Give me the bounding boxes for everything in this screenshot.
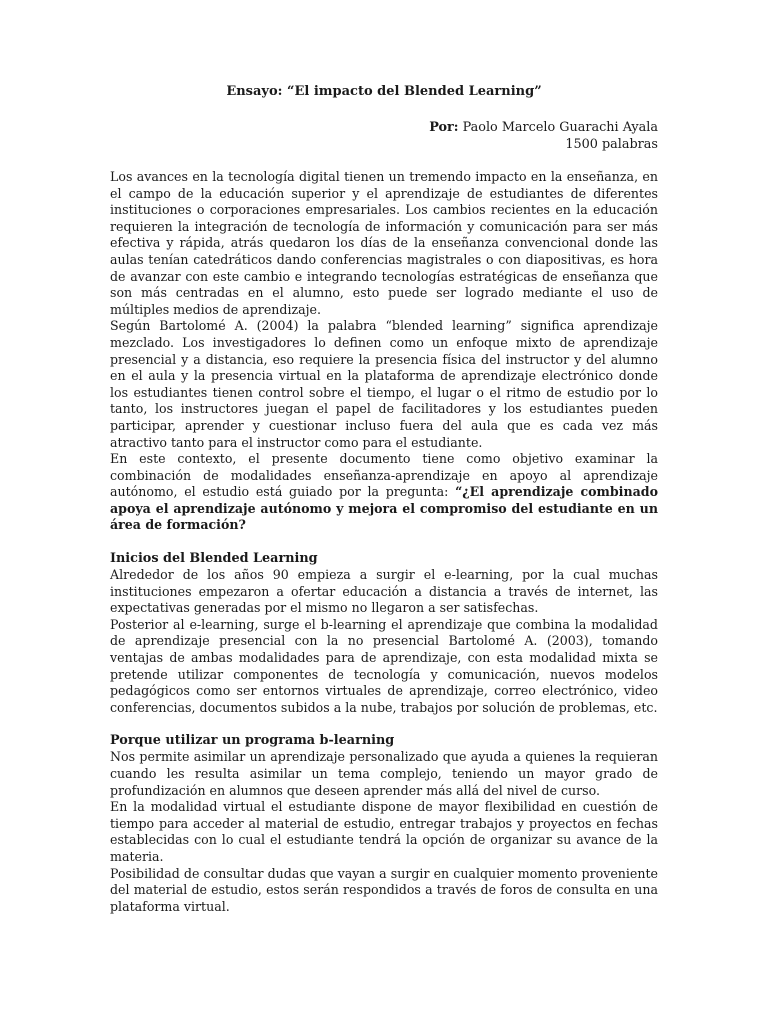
essay-body	[110, 169, 658, 915]
inicios-paragraph-2: Posterior al e-learning, surge el b-learning el aprendizaje que combina la modalidad de aprendizaje presencial con la no presencial Bartolomé A. (2003), tomando ventajas de ambas modalidades para de aprendizaje, con esta modalidad mixta se pretende utilizar componentes de tecnología y comunicación, nuevos modelos pedagógicos como ser entornos virtuales de aprendizaje, correo electrónico, video conferencias, documentos subidos a la nube, trabajos por solución de problemas, etc.	[110, 616, 658, 715]
author-label: Por:	[429, 120, 459, 135]
author-line	[429, 119, 658, 136]
section-heading-porque: Porque utilizar un programa b-learning	[110, 733, 395, 749]
porque-paragraph-1: Nos permite asimilar un aprendizaje personalizado que ayuda a quienes la requieran cuando les resulta asimilar un tema complejo, teniendo un mayor grado de profundización en alumnos que deseen aprender más allá del nivel de curso.	[110, 749, 658, 798]
section-heading-inicios: Inicios del Blended Learning	[110, 551, 318, 567]
intro-paragraph-3	[110, 451, 658, 534]
author-block	[429, 119, 658, 153]
porque-paragraph-2: En la modalidad virtual el estudiante dispone de mayor flexibilidad en cuestión de tiempo para acceder al material de estudio, entregar trabajos y proyectos en fechas establecidas con lo cual el estudiante tendrá la opción de organizar su avance de la materia.	[110, 799, 658, 864]
porque-paragraph-3: Posibilidad de consultar dudas que vayan a surgir en cualquier momento proveniente del material de estudio, estos serán respondidos a través de foros de consulta en una plataforma virtual.	[110, 865, 658, 914]
inicios-paragraph-1: Alrededor de los años 90 empieza a surgir el e-learning, por la cual muchas instituciones empezaron a ofertar educación a distancia a través de internet, las expectativas generadas por el mismo no llegaron a ser satisfechas.	[110, 567, 658, 616]
intro-paragraph-2: Según Bartolomé A. (2004) la palabra “blended learning” significa aprendizaje mezclado. Los investigadores lo definen como un enfoque mixto de aprendizaje presencial y a distancia, eso requiere la presencia física del instructor y del alumno en el aula y la presencia virtual en la plataforma de aprendizaje electrónico donde los estudiantes tienen control sobre el tiempo, el lugar o el ritmo de estudio por lo tanto, los instructores juegan el papel de facilitadores y los estudiantes pueden participar, aprender y cuestionar incluso fuera del aula que es cada vez más atractivo tanto para el instructor como para el estudiante.	[110, 318, 658, 450]
intro-paragraph-1: Los avances en la tecnología digital tienen un tremendo impacto en la enseñanza, en el campo de la educación superior y el aprendizaje de estudiantes de diferentes instituciones o corporaciones empresariales. Los cambios recientes en la educación requieren la integración de tecnología de información y comunicación para ser más efectiva y rápida, atrás quedaron los días de la enseñanza convencional donde las aulas tenían catedráticos dando conferencias magistrales o con diapositivas, es hora de avanzar con este cambio e integrando tecnologías estratégicas de enseñanza que son más centradas en el alumno, esto puede ser logrado mediante el uso de múltiples medios de aprendizaje.	[110, 169, 658, 317]
author-name: Paolo Marcelo Guarachi Ayala	[462, 120, 658, 135]
research-question: “¿El aprendizaje combinado apoya el aprendizaje autónomo y mejora el compromiso del estudiante en un área de formación?	[110, 484, 658, 533]
essay-title: Ensayo: “El impacto del Blended Learning”	[226, 84, 542, 99]
word-count: 1500 palabras	[565, 137, 658, 152]
intro-paragraph-3-text: En este contexto, el presente documento tiene como objetivo examinar la combinación de modalidades enseñanza-aprendizaje en apoyo al aprendizaje autónomo, el estudio está guiado por la pregunta:	[110, 451, 658, 500]
